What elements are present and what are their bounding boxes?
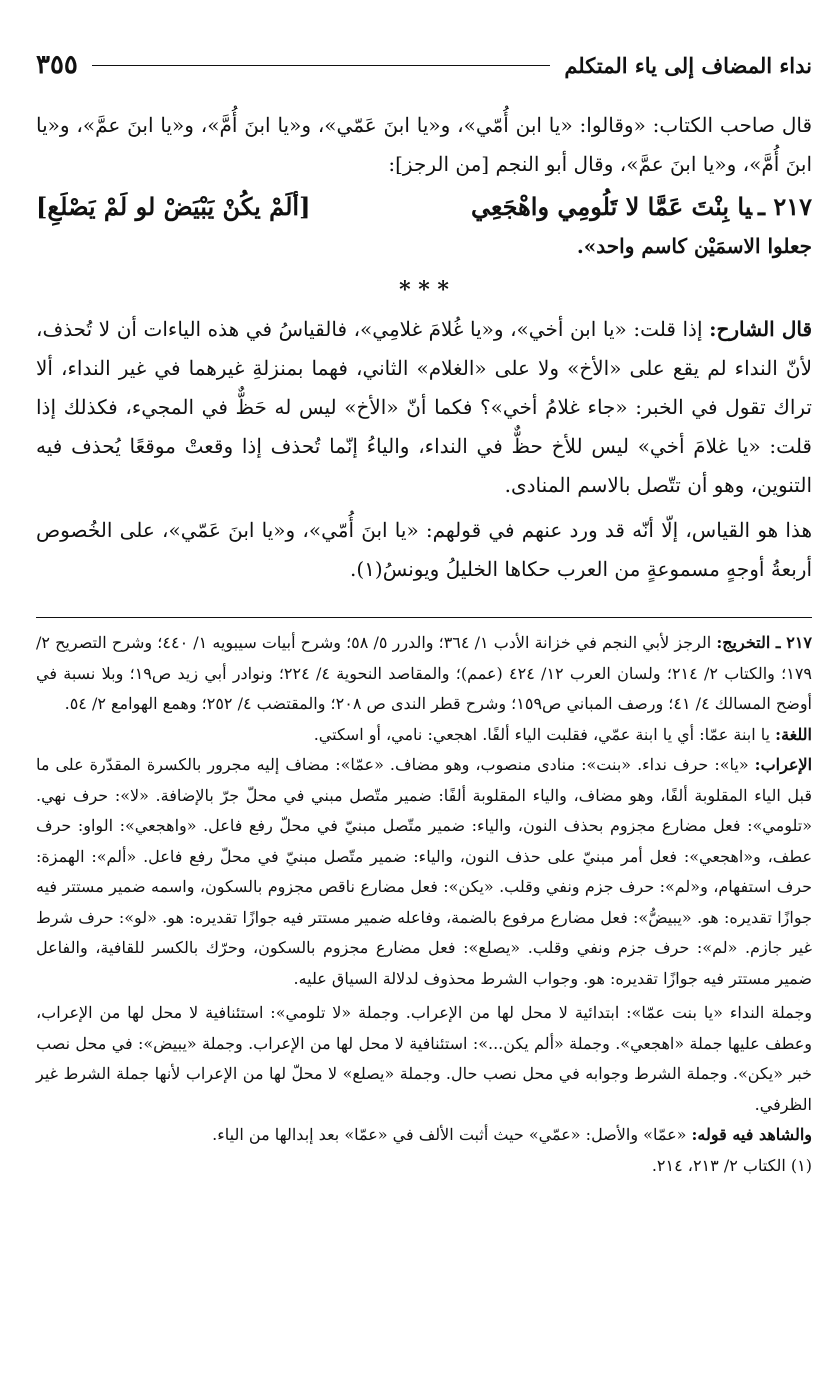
footnote-lugha bbox=[36, 720, 812, 751]
irab-label: الإعراب: bbox=[754, 755, 813, 774]
commentary-text-1: إذا قلت: «يا ابن أخي»، و«يا غُلامَ غلامِي»، فالقياسُ في هذه الياءات أن لا تُحذف، لأنّ النداء لم يقع على «الأخ» ولا على «الغلام» الثاني، فهما بمنزلةِ غيرهما في غير النداء، ألا تراك تقول في الخبر: «جاء غلامُ أخي»؟ فكما أنّ «الأخ» ليس له حَظٌّ في المجيء، فكذلك إذا قلت: «يا غلامَ أخي» ليس للأخ حظٌّ في النداء، والياءُ إنّما تُحذف إذا وقعتْ موقعًا يُحذف فيه التنوين، وهو أن تتّصل بالاسم المنادى. bbox=[36, 317, 812, 497]
verse-note: جعلوا الاسمَيْن كاسم واحد». bbox=[576, 234, 812, 258]
main-text bbox=[36, 106, 812, 589]
commentary-lead: قال الشارح: bbox=[709, 317, 812, 341]
verse-second-hemistich: [ألَمْ يكُنْ يَبْيَضْ لو لَمْ يَصْلَعِ] bbox=[36, 192, 311, 221]
page-number: ٣٥٥ bbox=[36, 50, 78, 80]
shahid-label: والشاهد فيه قوله: bbox=[691, 1125, 812, 1144]
running-header bbox=[36, 40, 812, 90]
footnote-takhrij bbox=[36, 628, 812, 720]
verse-number: ٢١٧ ـ bbox=[757, 192, 812, 221]
verse-line bbox=[36, 186, 812, 228]
shahid-text: «عمّا» والأصل: «عمّي» حيث أثبت الألف في «عمّا» بعد إبدالها من الياء. bbox=[212, 1125, 687, 1144]
chapter-title: نداء المضاف إلى ياء المتكلم bbox=[564, 52, 812, 78]
footnote-jumal: وجملة النداء «يا بنت عمّا»: ابتدائية لا محل لها من الإعراب. وجملة «لا تلومي»: استئنافية لا محل لها من الإعراب، وعطف عليها جملة «اهجعي». وجملة «ألم يكن...»: استئنافية لا محل لها من الإعراب. وجملة «يبيض»: في محل نصب خبر «يكن». وجملة الشرط وجوابه في محل نصب حال. وجملة «يصلع» لا محلّ لها من الإعراب لأنها جملة الشرط غير الظرفي. bbox=[36, 1003, 812, 1114]
author-intro: قال صاحب الكتاب: «وقالوا: «يا ابن أُمّي»، و«يا ابنَ عَمّي»، و«يا ابنَ أُمَّ»، و«يا ابنَ عمَّ»، و«يا ابنَ أُمَّ»، و«يا ابنَ عمَّ»، وقال أبو النجم [من الرجز]: bbox=[36, 113, 812, 176]
commentary-paragraph-2: هذا هو القياس، إلّا أنّه قد ورد عنهم في قولهم: «يا ابنَ أُمّي»، و«يا ابنَ عَمّي»، على الخُصوص أربعةُ أوجهٍ مسموعةٍ من العرب حكاها الخليلُ ويونسُ(١). bbox=[36, 518, 812, 581]
irab-text: «يا»: حرف نداء. «بنت»: منادى منصوب، وهو مضاف. «عمّا»: مضاف إليه مجرور بالكسرة المقدّرة على ما قبل الياء المقلوبة ألفًا، وهو مضاف، والياء المقلوبة ألفًا: ضمير متّصل مبني في محلّ جرّ بالإضافة. «لا»: حرف نهي. «تلومي»: فعل مضارع مجزوم بحذف النون، والياء: ضمير متّصل مبنيّ في محلّ رفع فاعل. «واهجعي»: الواو: حرف عطف، و«اهجعي»: فعل أمر مبنيّ على حذف النون، والياء: ضمير متّصل مبنيّ في محلّ رفع فاعل. «ألم»: الهمزة: حرف استفهام، و«لم»: حرف جزم ونفي وقلب. «يكن»: فعل مضارع ناقص مجزوم بالسكون، واسمه ضمير مستتر فيه جوازًا تقديره: هو. «يبيضُّ»: فعل مضارع مرفوع بالضمة، وفاعله ضمير مستتر فيه جوازًا تقديره: هو. «لو»: حرف شرط غير جازم. «لم»: حرف جزم ونفي وقلب. «يصلع»: فعل مضارع مجزوم بالسكون، وحرّك بالكسر للقافية، والفاعل ضمير مستتر فيه جوازًا تقديره: هو. وجواب الشرط محذوف لدلالة السياق عليه. bbox=[36, 755, 812, 988]
lugha-label: اللغة: bbox=[775, 724, 812, 744]
footnote-1: (١) الكتاب ٢/ ٢١٣، ٢١٤. bbox=[651, 1155, 812, 1175]
footnote-rule bbox=[36, 617, 812, 618]
takhrij-text: الرجز لأبي النجم في خزانة الأدب ١/ ٣٦٤؛ والدرر ٥/ ٥٨؛ وشرح أبيات سيبويه ١/ ٤٤٠؛ وشرح التصريح ٢/ ١٧٩؛ والكتاب ٢/ ٢١٤؛ ولسان العرب ١٢/ ٤٢٤ (عمم)؛ والمقاصد النحوية ٤/ ٢٢٤؛ ونوادر أبي زيد ص١٩؛ وبلا نسبة في أوضح المسالك ٤/ ٤١؛ ورصف المباني ص١٥٩؛ وشرح قطر الندى ص ٢٠٨؛ والمقتضب ٤/ ٢٥٢؛ وهمع الهوامع ٢/ ٥٤. bbox=[36, 633, 812, 713]
header-rule bbox=[92, 65, 550, 66]
verse-first-half bbox=[471, 186, 812, 228]
footnote-shahid bbox=[36, 1120, 812, 1151]
takhrij-label: ٢١٧ ـ التخريج: bbox=[716, 633, 812, 652]
commentary-paragraph-1 bbox=[36, 310, 812, 505]
footnote-irab bbox=[36, 750, 812, 994]
section-separator: * * * bbox=[399, 277, 449, 303]
lugha-text: يا ابنة عمّا: أي يا ابنة عمّي، فقلبت الياء ألفًا. اهجعي: نامي، أو اسكتي. bbox=[313, 724, 771, 744]
footnotes bbox=[36, 628, 812, 1181]
verse-first-hemistich: يا بِنْتَ عَمَّا لا تَلُومِي واهْجَعِي bbox=[471, 192, 752, 221]
